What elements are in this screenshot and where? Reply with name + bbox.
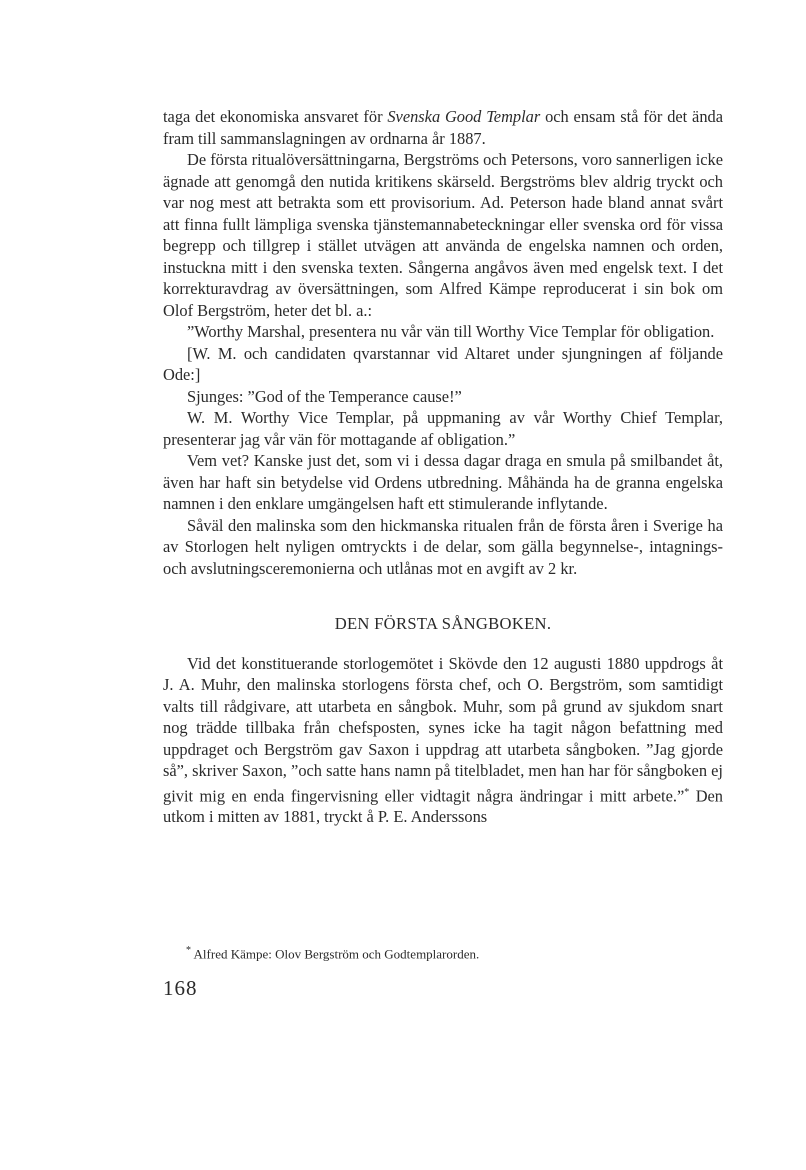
quote-paragraph: Sjunges: ”God of the Temperance cause!” (187, 386, 462, 406)
paragraph: De första ritualöversättningarna, Bergströms och Petersons, voro sannerligen icke ägnade att genomgå den nutida kritikens skärseld. Bergströms blev aldrig tryckt och var nog mest att betrakta som ett provisorium. Ad. Peterson hade bland annat svårt att finna fullt lämpliga svenska tjänstemannabeteckningar eller svenska ord för vissa begrepp och tillgrep i stället utvägen att använda de engelska namnen och orden, instuckna mitt i den svenska texten. Sångerna angåvos även med engelsk text. I det korrekturavdrag av översättningen, som Alfred Kämpe reproducerat i sin bok om Olof Bergström, heter det bl. a.: (163, 150, 723, 320)
footnote (186, 942, 706, 963)
quote-paragraph: W. M. Worthy Vice Templar, på uppmaning av vår Worthy Chief Templar, presenterar jag vår vän för mottagande af obligation.” (163, 408, 723, 449)
paragraph-text: och ensam stå för det ända fram till sammanslagningen av ordnarna år 1887. (163, 107, 723, 148)
footnote-marker: * (186, 945, 191, 956)
footnote-text: Alfred Kämpe: Olov Bergström och Godtemplarorden. (193, 946, 480, 962)
paragraph (163, 653, 723, 828)
paragraph (163, 106, 723, 149)
body-text (163, 106, 723, 828)
paragraph: Såväl den malinska som den hickmanska ritualen från de första åren i Sverige ha av Storlogen helt nyligen omtryckts i de delar, som gälla begynnelse-, intagnings- och avslutningsceremonierna och utlånas mot en avgift av 2 kr. (163, 515, 723, 578)
paragraph-text: Vid det konstituerande storlogemötet i Skövde den 12 augusti 1880 uppdrogs åt J. A. Muhr, den malinska storlogens första chef, och O. Bergström, som samtidigt valts till rådgivare, att utarbeta en sångbok. Muhr, som på grund av sjukdom snart nog trädde tillbaka från chefsposten, synes icke ha tagit någon befattning med uppdraget och Bergström gav Saxon i uppdrag att utarbeta sångboken. ”Jag gjorde så”, skriver Saxon, ”och satte hans namn på titelbladet, men han har för sångboken ej givit mig en enda fingervisning eller vidtagit några ändringar i mitt arbete.” (163, 653, 723, 805)
paragraph-text: taga det ekonomiska ansvaret för (163, 107, 388, 126)
paragraph-text: Den utkom i mitten av 1881, tryckt å P. E. Anderssons (163, 785, 724, 827)
section-heading: DEN FÖRSTA SÅNGBOKEN. (334, 614, 552, 633)
paragraph: Vem vet? Kanske just det, som vi i dessa dagar draga en smula på smilbandet åt, även har haft sin betydelse vid Ordens utbredning. Måhända ha de granna engelska namnen i den enklare umgängelsen haft ett stimulerande inflytande. (163, 451, 723, 513)
footnote-reference: * (684, 786, 690, 798)
quote-paragraph: ”Worthy Marshal, presentera nu vår vän till Worthy Vice Templar för obligation. (187, 322, 715, 341)
page-number: 168 (163, 976, 198, 1000)
quote-paragraph: [W. M. och candidaten qvarstannar vid Altaret under sjungningen af följande Ode:] (163, 343, 723, 384)
italic-title: Svenska Good Templar (387, 107, 541, 126)
